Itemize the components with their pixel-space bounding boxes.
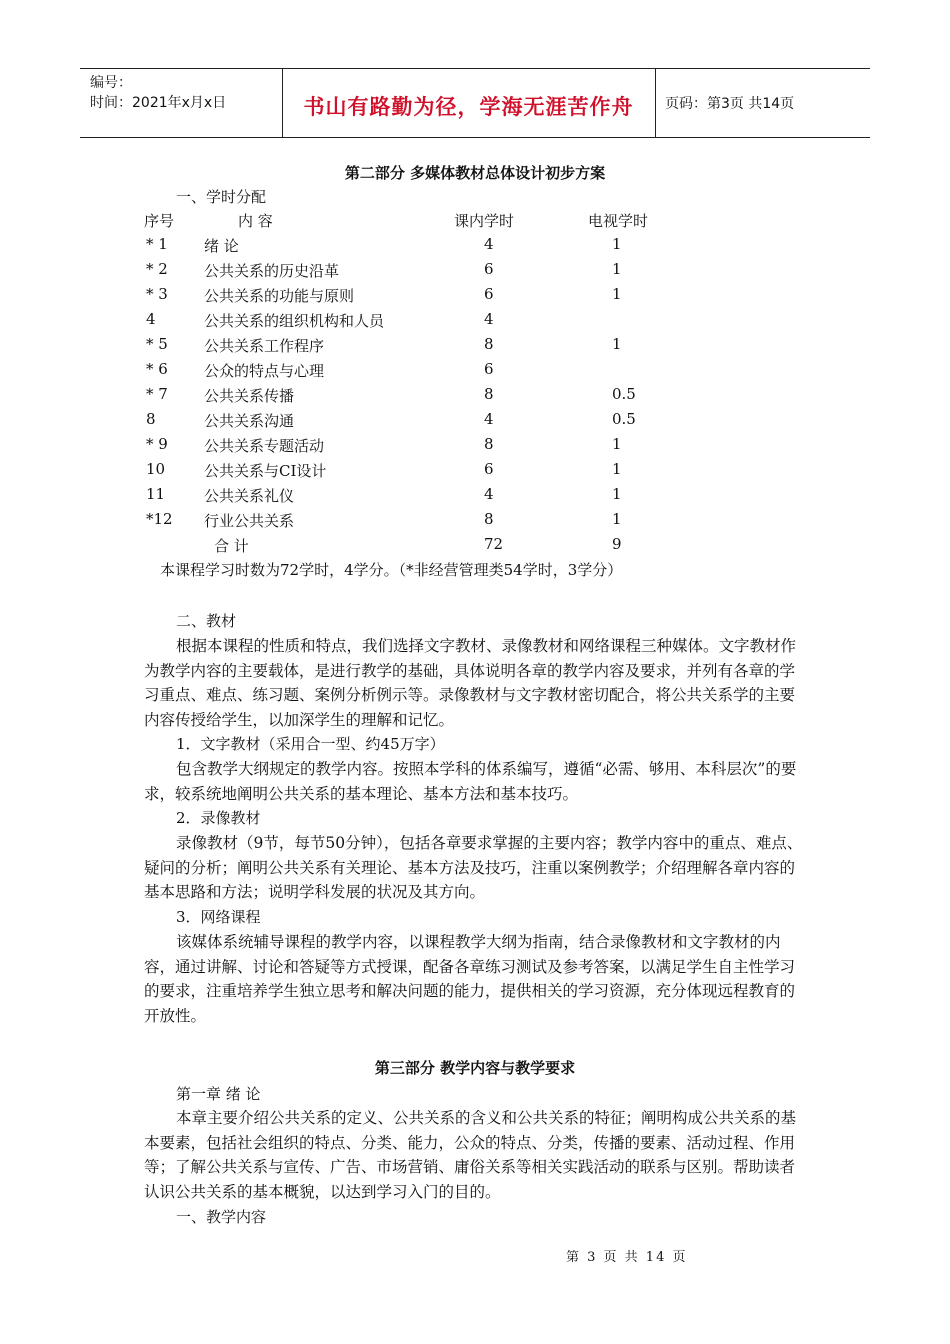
section2-sub1: 一、学时分配 [176,188,267,206]
row-class-hours: 6 [484,260,494,278]
row-content: 公共关系沟通 [204,412,295,430]
section2-sub2: 二、教材 [176,612,237,630]
table-row [0,335,950,359]
online-course-paragraph: 该媒体系统辅导课程的教学内容，以课程教学大纲为指南，结合录像教材和文字教材的内容，通过讲解、讨论和答疑等方式授课，配备各章练习测试及参考答案，以满足学生自主性学习的要求，注重培养学生独立思考和解决问题的能力，提供相关的学习资源，充分体现远程教育的开放性。 [144,933,796,1025]
header-content: 内 容 [238,212,273,230]
row-content: 公共关系礼仪 [204,487,295,505]
number-label: 编号： [90,75,132,91]
header-page-label: 页码：第3页 共14页 [665,96,795,112]
table-row [0,410,950,434]
row-number: * 7 [146,385,168,403]
row-number: * 3 [146,285,168,303]
header-no: 序号 [144,212,175,230]
row-number: 4 [146,310,156,328]
row-number: 10 [146,460,166,478]
video-material-heading: 2．录像教材 [176,809,261,827]
row-content: 合 计 [214,537,249,555]
video-material-paragraph: 录像教材（9节，每节50分钟），包括各章要求掌握的主要内容；教学内容中的重点、难点、疑问的分析；阐明公共关系有关理论、基本方法及技巧，注重以案例教学；介绍理解各章内容的基本思路和方法；说明学科发展的状况及其方向。 [144,834,803,902]
row-class-hours: 4 [484,310,494,328]
row-class-hours: 8 [484,335,494,353]
header-meta [90,73,226,113]
page-footer: 第 3 页 共 14 页 [566,1250,688,1265]
row-tv-hours: 1 [612,335,622,353]
header-divider [655,69,656,137]
row-class-hours: 8 [484,385,494,403]
row-class-hours: 8 [484,510,494,528]
table-row [0,235,950,259]
table-row [0,385,950,409]
row-tv-hours: 1 [612,235,622,253]
row-tv-hours: 0.5 [612,385,636,403]
header-tv-hours: 电视学时 [588,212,649,230]
row-content: 公共关系工作程序 [204,337,325,355]
row-content: 公共关系专题活动 [204,437,325,455]
table-row [0,285,950,309]
text-material-paragraph: 包含教学大纲规定的教学内容。按照本学科的体系编写，遵循“必需、够用、本科层次”的要求，较系统地阐明公共关系的基本理论、基本方法和基本技巧。 [144,760,797,803]
row-class-hours: 4 [484,410,494,428]
chapter-heading: 第一章 绪 论 [176,1085,261,1103]
row-tv-hours: 9 [612,535,622,553]
row-tv-hours: 1 [612,485,622,503]
row-class-hours: 8 [484,435,494,453]
row-number: * 9 [146,435,168,453]
row-number: 11 [146,485,166,503]
row-number: * 6 [146,360,168,378]
row-content: 公共关系的组织机构和人员 [204,312,385,330]
row-content: 公众的特点与心理 [204,362,325,380]
table-row [0,460,950,484]
row-class-hours: 72 [484,535,504,553]
table-row [0,360,950,384]
row-content: 绪 论 [204,237,239,255]
row-class-hours: 6 [484,360,494,378]
row-number: * 5 [146,335,168,353]
table-header-row [0,210,950,234]
table-row [0,485,950,509]
row-number: * 1 [146,235,168,253]
row-number: 8 [146,410,156,428]
table-row [0,535,950,559]
text-material-heading: 1．文字教材（采用合一型、约45万字） [176,735,445,753]
row-tv-hours: 1 [612,510,622,528]
materials-paragraph: 根据本课程的性质和特点，我们选择文字教材、录像教材和网络课程三种媒体。文字教材作为教学内容的主要载体，是进行教学的基础，具体说明各章的教学内容及要求，并列有各章的学习重点、难点、练习题、案例分析例示等。录像教材与文字教材密切配合，将公共关系学的主要内容传授给学生，以加深学生的理解和记忆。 [144,637,797,729]
row-tv-hours: 1 [612,285,622,303]
row-content: 公共关系与CI设计 [204,462,327,480]
row-class-hours: 6 [484,285,494,303]
table-row [0,260,950,284]
section2-title: 第二部分 多媒体教材总体设计初步方案 [344,164,606,182]
section3-title: 第三部分 教学内容与教学要求 [374,1059,576,1077]
section3-sub1: 一、教学内容 [176,1208,267,1226]
row-content: 公共关系的功能与原则 [204,287,355,305]
header-class-hours: 课内学时 [454,212,515,230]
hours-note: 本课程学习时数为72学时，4学分。（*非经营管理类54学时，3学分） [160,561,623,579]
row-tv-hours: 1 [612,435,622,453]
row-content: 行业公共关系 [204,512,295,530]
row-content: 公共关系传播 [204,387,295,405]
row-number: *12 [146,510,173,528]
header-motto: 书山有路勤为径，学海无涯苦作舟 [303,95,634,119]
page-header [80,68,870,138]
row-class-hours: 4 [484,485,494,503]
row-tv-hours: 1 [612,260,622,278]
row-class-hours: 4 [484,235,494,253]
chapter-paragraph: 本章主要介绍公共关系的定义、公共关系的含义和公共关系的特征；阐明构成公共关系的基本要素，包括社会组织的特点、分类、能力，公众的特点、分类，传播的要素、活动过程、作用等；了解公共关系与宣传、广告、市场营销、庸俗关系等相关实践活动的联系与区别。帮助读者认识公共关系的基本概貌，以达到学习入门的目的。 [144,1109,797,1201]
table-row [0,310,950,334]
table-row [0,510,950,534]
row-class-hours: 6 [484,460,494,478]
row-tv-hours: 0.5 [612,410,636,428]
online-course-heading: 3．网络课程 [176,908,261,926]
row-tv-hours: 1 [612,460,622,478]
row-content: 公共关系的历史沿革 [204,262,340,280]
row-number: * 2 [146,260,168,278]
time-label: 时间：2021年x月x日 [90,95,227,111]
table-row [0,435,950,459]
